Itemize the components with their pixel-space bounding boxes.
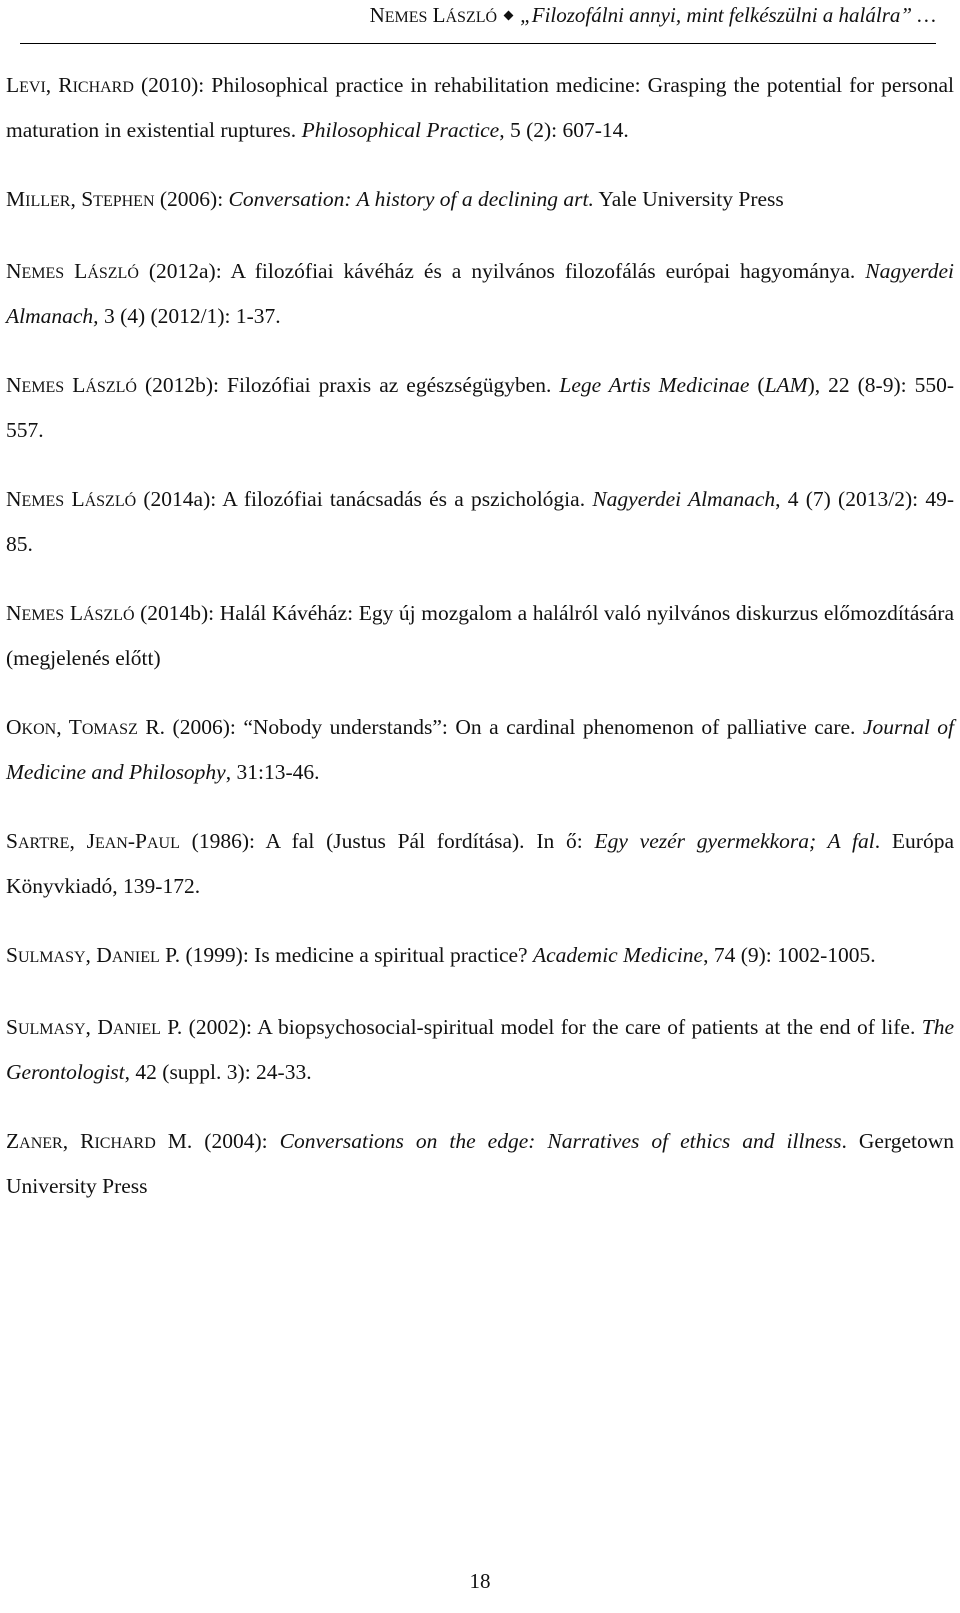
reference-item-nemes-2012b: NEMES LÁSZLÓ (2012b): Filozófiai praxis az egészségügyben. Lege Artis Medicinae (LAM), 22 (8-9): 550-557.	[6, 373, 955, 442]
header-author: NEMES LÁSZLÓ	[369, 3, 498, 27]
reference-author: NEMES LÁSZLÓ	[6, 259, 139, 283]
reference-item-sulmasy-1999: SULMASY, DANIEL P. (1999): Is medicine a spiritual practice? Academic Medicine, 74 (9): 1002-1005.	[6, 943, 876, 967]
reference-author: NEMES LÁSZLÓ	[6, 373, 137, 397]
reference-author: NEMES LÁSZLÓ	[6, 487, 137, 511]
reference-item-nemes-2012a: NEMES LÁSZLÓ (2012a): A filozófiai kávéház és a nyilvános filozofálás európai hagyománya. Nagyerdei Almanach, 3 (4) (2012/1): 1-37.	[6, 259, 954, 328]
reference-item-okon-2006: OKON, TOMASZ R. (2006): “Nobody understands”: On a cardinal phenomenon of palliative care. Journal of Medicine and Philosophy, 31:13-46.	[6, 715, 954, 784]
reference-item-sartre-1986: SARTRE, JEAN-PAUL (1986): A fal (Justus Pál fordítása). In ő: Egy vezér gyermekkora; A fal. Európa Könyvkiadó, 139-172.	[6, 829, 954, 898]
reference-author: SARTRE, JEAN-PAUL	[6, 829, 180, 853]
running-header	[20, 0, 936, 44]
reference-author: ZANER, RICHARD M.	[6, 1129, 193, 1153]
reference-list	[6, 64, 954, 1207]
reference-author: OKON, TOMASZ R.	[6, 715, 166, 739]
reference-item-nemes-2014a: NEMES LÁSZLÓ (2014a): A filozófiai tanácsadás és a pszichológia. Nagyerdei Almanach, 4 (7) (2013/2): 49-85.	[6, 487, 954, 556]
header-title: „Filozofálni annyi, mint felkészülni a halálra” …	[520, 3, 936, 27]
page-number: 18	[469, 1569, 491, 1593]
reference-item-zaner-2004: ZANER, RICHARD M. (2004): Conversations on the edge: Narratives of ethics and illness. Gergetown University Press	[6, 1129, 955, 1198]
reference-item-levi-2010: LEVI, RICHARD (2010): Philosophical practice in rehabilitation medicine: Grasping the potential for personal maturation in existential ruptures. Philosophical Practice, 5 (2): 607-14.	[6, 73, 955, 142]
reference-author: MILLER, STEPHEN	[6, 187, 155, 211]
reference-item-miller-2006: MILLER, STEPHEN (2006): Conversation: A history of a declining art. Yale University Press	[6, 187, 784, 211]
reference-author: SULMASY, DANIEL P.	[6, 943, 181, 967]
reference-item-sulmasy-2002: SULMASY, DANIEL P. (2002): A biopsychosocial-spiritual model for the care of patients at the end of life. The Gerontologist, 42 (suppl. 3): 24-33.	[6, 1015, 955, 1084]
diamond-separator-icon	[504, 11, 514, 21]
reference-author: NEMES LÁSZLÓ	[6, 601, 135, 625]
reference-item-nemes-2014b: NEMES LÁSZLÓ (2014b): Halál Kávéház: Egy új mozgalom a halálról való nyilvános diskurzus előmozdítására (megjelenés előtt)	[6, 601, 955, 670]
reference-author: LEVI, RICHARD	[6, 73, 134, 97]
reference-author: SULMASY, DANIEL P.	[6, 1015, 183, 1039]
